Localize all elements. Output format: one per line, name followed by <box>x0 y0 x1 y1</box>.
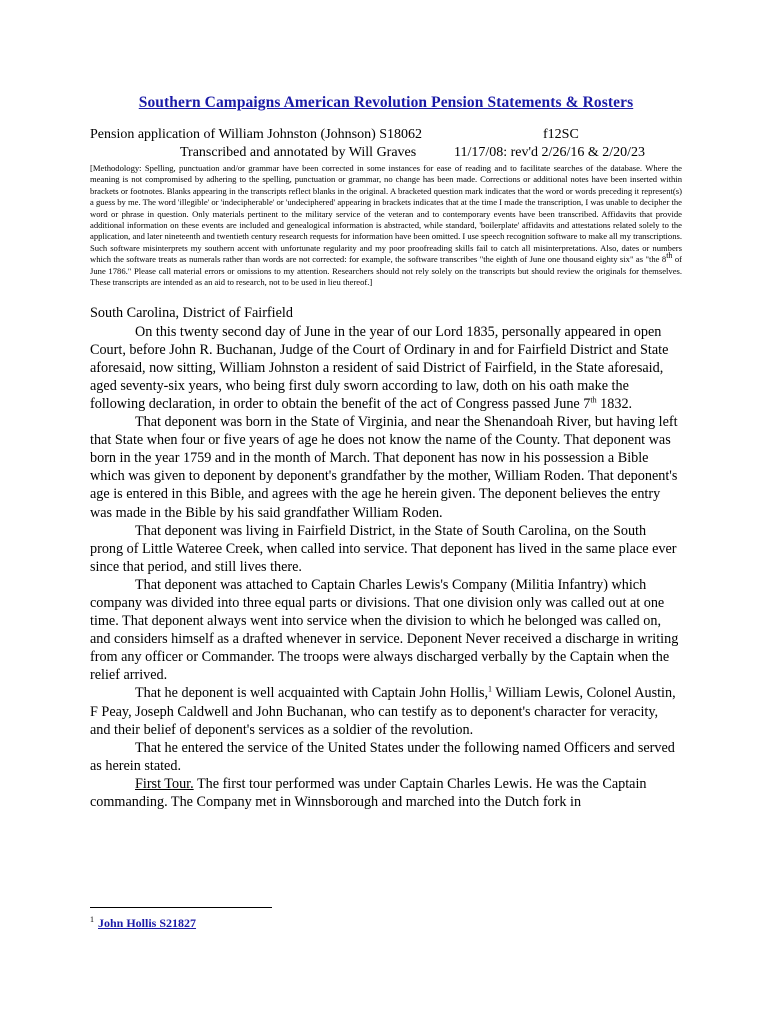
first-tour-heading: First Tour. <box>135 775 194 792</box>
paragraph-4: That deponent was attached to Captain Charles Lewis's Company (Militia Infantry) which company was divided into three equal parts or divisions. That one division only was called out at one time. That deponent always went into service when the division to which he belonged was called on, and considers himself as a drafted whenever in service. Deponent Never received a discharge in writing from any officer or Commander. The troops were always discharged verbally by the Captain when the relief arrived. <box>90 576 679 684</box>
paragraph-2: That deponent was born in the State of Virginia, and near the Shenandoah River, but having left that State when four or five years of age he does not know the name of the County. That deponent was born in the year 1759 and in the month of March. That deponent has now in his possession a Bible which was given to deponent by deponent's grandfather by the mother, William Roden. That deponent's age is entered in this Bible, and agrees with the age he herein given. The deponent believes the entry was made in the Bible by his said grandfather William Roden. <box>90 414 678 521</box>
footnote-link-john-hollis[interactable]: John Hollis S21827 <box>98 916 197 930</box>
pension-application-line: Pension application of William Johnston (Johnson) S18062 <box>90 127 423 142</box>
footnote-ref-1[interactable]: 1 <box>488 684 493 694</box>
declaration-body <box>90 304 682 811</box>
document-header <box>90 126 682 162</box>
footnote-1 <box>90 916 196 931</box>
file-code: f12SC <box>543 127 579 142</box>
location-heading: South Carolina, District of Fairfield <box>90 305 293 322</box>
paragraph-3: That deponent was living in Fairfield District, in the State of South Carolina, on the South prong of Little Wateree Creek, when called into service. That deponent has lived in the same place ever since that period, and still lives there. <box>90 522 677 575</box>
paragraph-5-tail: William Lewis, Colonel Austin, F Peay, Joseph Caldwell and John Buchanan, who can testify as to deponent's character for veracity, and their belief of deponent's services as a soldier of the revolution. <box>90 685 676 738</box>
paragraph-7 <box>90 775 682 811</box>
transcriber-line: Transcribed and annotated by Will Graves <box>180 145 417 160</box>
paragraph-5-text: That he deponent is well acquainted with Captain John Hollis, <box>135 685 489 702</box>
paragraph-5 <box>90 684 682 738</box>
paragraph-1 <box>90 323 682 413</box>
page-title: Southern Campaigns American Revolution Pension Statements & Rosters <box>138 94 634 111</box>
methodology-text-2: of June 1786." Please call material errors or omissions to my attention. Researchers should not rely solely on the transcripts but should review the originals for themselves. These transcripts are intended as an aid to research, not to be used in lieu thereof.] <box>90 254 682 288</box>
footnote-number: 1 <box>90 915 94 924</box>
revision-dates: 11/17/08: rev'd 2/26/16 & 2/20/23 <box>454 145 645 160</box>
paragraph-1-tail: 1832. <box>596 395 633 412</box>
paragraph-6: That he entered the service of the United States under the following named Officers and served as herein stated. <box>90 739 675 774</box>
methodology-note <box>90 163 682 288</box>
paragraph-1-text: On this twenty second day of June in the year of our Lord 1835, personally appeared in open Court, before John R. Buchanan, Judge of the Court of Ordinary in and for Fairfield District and State aforesaid, now sitting, William Johnston a resident of said District of Fairfield, in the State aforesaid, aged seventy-six years, who being first duly sworn according to law, doth on his oath make the following declaration, in order to obtain the benefit of the act of Congress passed June 7 <box>90 323 669 412</box>
methodology-sup: th <box>666 251 673 261</box>
paragraph-1-sup: th <box>590 395 597 405</box>
footnote-divider <box>90 907 272 908</box>
methodology-text-1: [Methodology: Spelling, punctuation and/or grammar have been corrected in some instances for ease of reading and to facilitate searches of the database. Where the meaning is not compromised by adhering to the spelling, punctuation or grammar, no change has been made. Corrections or additional notes have been inserted within brackets or footnotes. Blanks appearing in the transcripts reflect blanks in the original. A bracketed question mark indicates that the word or words preceding it represent(s) a guess by me. The word 'illegible' or 'indecipherable' or 'undeciphered' appearing in brackets indicates that at the time I made the transcription, I was unable to decipher the word or phrase in question. Only materials pertinent to the military service of the veteran and to contemporary events have been transcribed. Affidavits that provide additional information on these events are included and genealogical information is abstracted, while standard, 'boilerplate' affidavits and attestations related solely to the application, and later nineteenth and twentieth century research requests for information have been omitted. I use speech recognition software to make all my transcriptions. Such software misinterprets my southern accent with unfortunate regularity and my poor proofreading skills fail to catch all misinterpretations. Also, dates or numbers which the software treats as numerals rather than words are not corrected: for example, the software transcribes "the eighth of June one thousand eighty six" as "the 8 <box>90 163 682 265</box>
paragraph-7-text: The first tour performed was under Captain Charles Lewis. He was the Captain commanding. The Company met in Winnsborough and marched into the Dutch fork in <box>90 775 647 810</box>
document-page <box>90 94 682 811</box>
